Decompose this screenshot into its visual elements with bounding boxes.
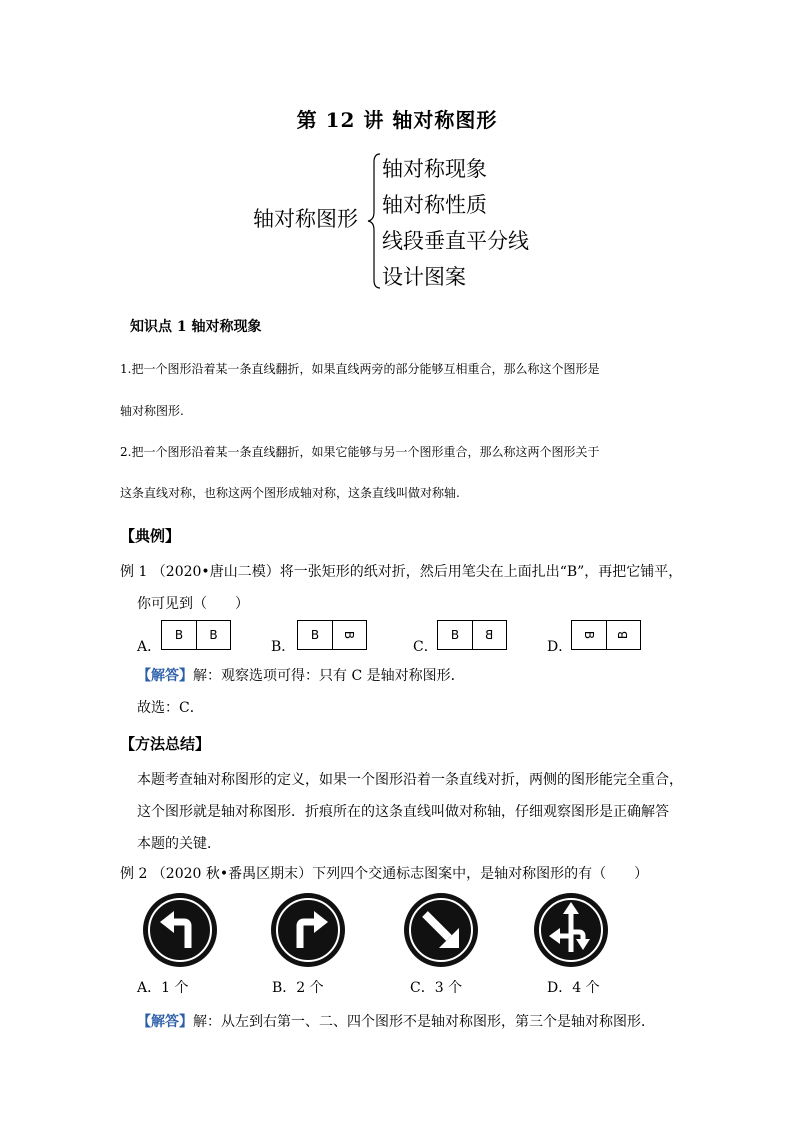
option-b-right-letter: B	[342, 630, 357, 640]
option-c-left-letter: B	[450, 628, 460, 642]
example-1-answer	[137, 665, 465, 685]
kp-paragraph-1-line-2: 轴对称图形.	[120, 404, 184, 418]
kp-paragraph-1-line-1: 1.把一个图形沿着某一条直线翻折，如果直线两旁的部分能够互相重合，那么称这个图形是	[120, 362, 600, 376]
knowledge-point-title: 知识点 1 轴对称现象	[130, 319, 262, 335]
example-1-line-1: 例 1 （2020•唐山二模）将一张矩形的纸对折，然后用笔尖在上面扎出“B”，再把它铺平，	[120, 564, 683, 580]
answer-tag: 【解答】	[137, 668, 193, 684]
section-method: 【方法总结】	[120, 735, 211, 753]
option-b-label: B．	[271, 639, 296, 655]
answer-text: 解：观察选项可得：只有 C 是轴对称图形．	[193, 668, 465, 684]
answer-tag: 【解答】	[137, 1014, 193, 1030]
mindmap-item-property: 轴对称性质	[382, 193, 487, 217]
mindmap-item-phenomenon: 轴对称现象	[382, 157, 487, 181]
mindmap-root: 轴对称图形	[253, 207, 358, 231]
multi-direction-sign-icon	[533, 892, 609, 968]
option-a-left-letter: B	[174, 628, 184, 642]
method-line-1: 本题考查轴对称图形的定义，如果一个图形沿着一条直线对折，两侧的图形能完全重合，	[137, 772, 683, 788]
example-1-line-2: 你可见到（ ）	[137, 596, 249, 612]
page-title: 第 12 讲 轴对称图形	[296, 108, 498, 132]
example-2-option-b: B．2 个	[272, 980, 324, 996]
option-c-right-letter: B	[485, 628, 494, 642]
section-example: 【典例】	[120, 527, 181, 545]
example-2-option-a: A．1 个	[137, 980, 189, 996]
example-2-line-1: 例 2 （2020 秋•番禺区期末）下列四个交通标志图案中，是轴对称图形的有（ ）	[120, 866, 649, 882]
option-a-figure	[161, 620, 231, 650]
answer-text: 解：从左到右第一、二、四个图形不是轴对称图形，第三个是轴对称图形．	[193, 1014, 655, 1030]
example-2-option-d: D．4 个	[547, 980, 600, 996]
option-d-label: D．	[547, 639, 573, 655]
kp-paragraph-2-line-2: 这条直线对称，也称这两个图形成轴对称，这条直线叫做对称轴.	[120, 486, 460, 500]
option-d-figure	[571, 620, 641, 650]
example-2-answer	[137, 1011, 655, 1031]
mindmap-item-design: 设计图案	[382, 265, 466, 289]
example-2-option-c: C．3 个	[410, 980, 463, 996]
option-d-left-letter: B	[581, 630, 596, 640]
option-c-figure	[437, 620, 507, 650]
brace-icon	[366, 152, 382, 290]
option-b-left-letter: B	[310, 628, 320, 642]
option-d-right-letter: B	[616, 630, 631, 640]
diagonal-arrow-sign-icon	[403, 892, 479, 968]
turn-left-sign-icon	[142, 892, 218, 968]
mindmap-item-bisector: 线段垂直平分线	[382, 229, 529, 253]
kp-paragraph-2-line-1: 2.把一个图形沿着某一条直线翻折，如果它能够与另一个图形重合，那么称这两个图形关于	[120, 445, 600, 459]
turn-right-sign-icon	[270, 892, 346, 968]
option-a-label: A．	[137, 639, 162, 655]
option-c-label: C．	[413, 639, 438, 655]
option-b-figure	[297, 620, 367, 650]
example-1-choice: 故选：C．	[137, 700, 204, 716]
method-line-2: 这个图形就是轴对称图形．折痕所在的这条直线叫做对称轴，仔细观察图形是正确解答	[137, 804, 669, 820]
method-line-3: 本题的关键．	[137, 836, 221, 852]
option-a-right-letter: B	[196, 621, 230, 649]
